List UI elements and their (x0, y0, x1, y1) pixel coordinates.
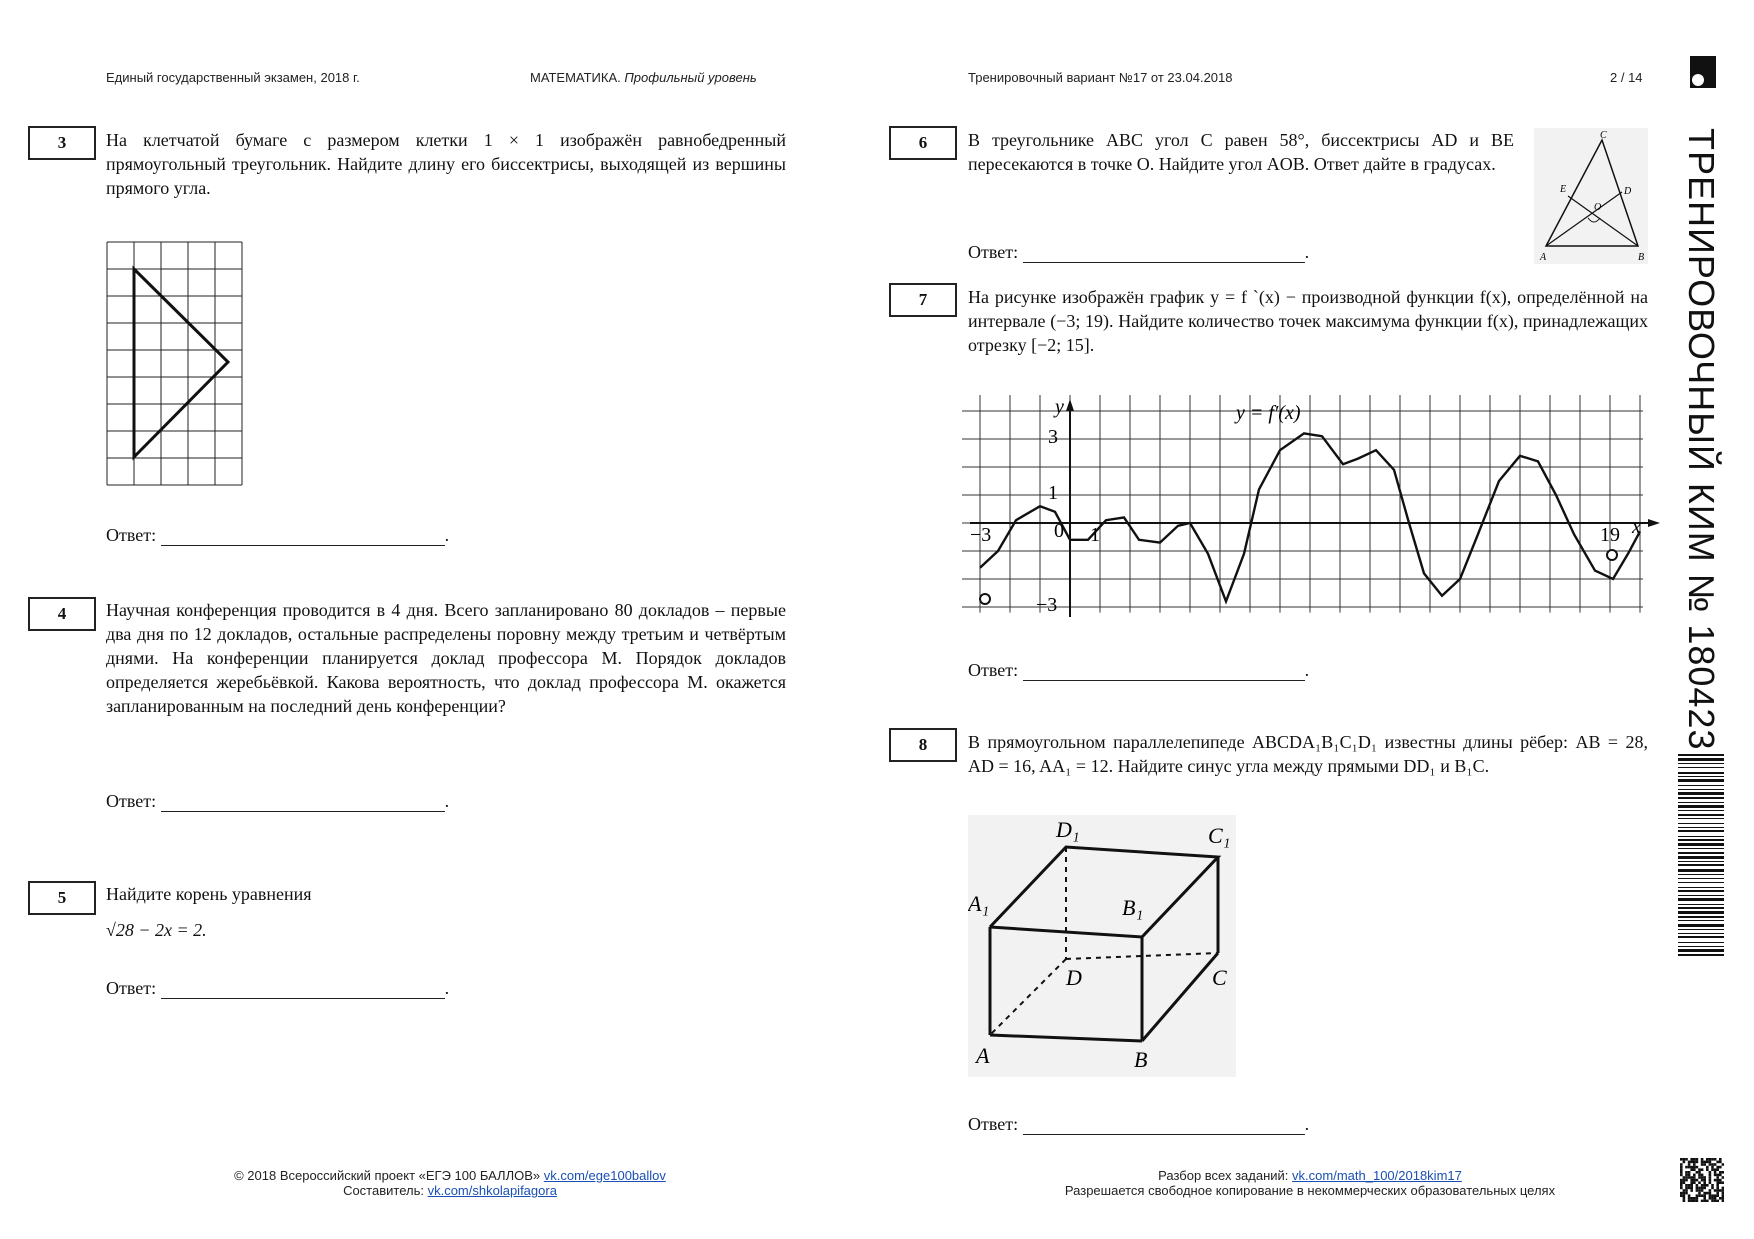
task-3-number: 3 (28, 126, 96, 160)
footer-link-analysis[interactable]: vk.com/math_100/2018kim17 (1292, 1168, 1462, 1183)
task-7-graph (960, 395, 1660, 625)
task-3-answer: Ответ: . (106, 525, 450, 545)
answer-label: Ответ: (968, 242, 1019, 262)
footer-link-ege100[interactable]: vk.com/ege100ballov (543, 1168, 666, 1183)
kim-title: ТРЕНИРОВОЧНЫЙ КИМ № 180423 (1681, 128, 1722, 751)
x-axis-arrow (1648, 519, 1660, 527)
box-label-c1: C₁ (1208, 823, 1231, 848)
box-label-c: C (1212, 965, 1227, 990)
task-6-triangle-figure (1534, 128, 1648, 264)
task-8-answer: Ответ: . (968, 1114, 1310, 1134)
tri-label-e: E (1560, 184, 1567, 195)
box-label-b: B (1134, 1047, 1148, 1072)
function-label: y = f′(x) (1236, 402, 1301, 424)
tri-label-o: O (1594, 202, 1602, 213)
answer-field[interactable] (1023, 244, 1305, 263)
footer-analysis-label: Разбор всех заданий: (1158, 1168, 1289, 1183)
open-endpoint-right (1607, 550, 1617, 560)
header-variant: Тренировочный вариант №17 от 23.04.2018 (968, 70, 1233, 85)
header-subject (530, 70, 757, 85)
task-5-text: Найдите корень уравнения (106, 884, 312, 904)
tick-y-minus-3: −3 (1036, 594, 1058, 616)
header-subject-name: МАТЕМАТИКА. (530, 70, 621, 85)
answer-label: Ответ: (106, 978, 157, 998)
task-6-text: В треугольнике ABC угол C равен 58°, биссектрисы AD и BE пересекаются в точке O. Найдите угол AOB. Ответ дайте в градусах. (968, 130, 1514, 174)
box-label-d1: D₁ (1056, 817, 1080, 842)
footer-link-author[interactable]: vk.com/shkolapifagora (427, 1183, 557, 1198)
tri-label-a: A (1540, 252, 1547, 263)
tri-label-d: D (1624, 186, 1632, 197)
x-axis-label: x (1632, 516, 1641, 538)
task-5-number: 5 (28, 881, 96, 915)
task-7-number: 7 (889, 283, 957, 317)
task-8-box-figure (968, 815, 1236, 1077)
footer-author-label: Составитель: (343, 1183, 424, 1198)
tri-label-b: B (1638, 252, 1645, 263)
answer-field[interactable] (1023, 1116, 1305, 1135)
barcode (1678, 754, 1724, 1100)
footer-copyright: © 2018 Всероссийский проект «ЕГЭ 100 БАЛЛОВ» (234, 1168, 541, 1183)
answer-field[interactable] (1023, 662, 1305, 681)
task-4-text: Научная конференция проводится в 4 дня. Всего запланировано 80 докладов – первые два дня по 12 докладов, остальные распределены поровну между третьим и четвёртым днями. На конференции планируется доклад профессора М. Порядок докладов определяется жеребьёвкой. Какова вероятность, что доклад профессора М. окажется запланированным на последний день конференции? (106, 600, 786, 716)
open-endpoint-left (980, 594, 990, 604)
task-3-grid-figure (106, 241, 244, 486)
box-label-b1: B₁ (1122, 895, 1144, 920)
task-5-equation: √28 − 2x = 2. (106, 920, 207, 940)
tick-x-0: 0 (1054, 520, 1064, 542)
box-label-a: A (976, 1043, 990, 1068)
answer-label: Ответ: (968, 1114, 1019, 1134)
footer-copy-note: Разрешается свободное копирование в некоммерческих образовательных целях (1064, 1183, 1556, 1198)
task-7-answer: Ответ: . (968, 660, 1310, 680)
footer-left (150, 1168, 750, 1198)
header-exam: Единый государственный экзамен, 2018 г. (106, 70, 360, 85)
tick-x-1: 1 (1090, 524, 1100, 546)
task-5-answer: Ответ: . (106, 978, 450, 998)
task-8-text: В прямоугольном параллелепипеде ABCDA₁B₁C₁D₁ известны длины рёбер: AB = 28, AD = 16, AA₁ = 12. Найдите синус угла между прямыми DD₁ и B₁C. (968, 732, 1648, 776)
task-6-number: 6 (889, 126, 957, 160)
footer-right (1000, 1168, 1620, 1198)
tick-y-3: 3 (1048, 426, 1058, 448)
header-level: Профильный уровень (624, 70, 757, 85)
answer-label: Ответ: (106, 791, 157, 811)
task-8-number: 8 (889, 728, 957, 762)
box-label-d: D (1066, 965, 1082, 990)
task-3-text: На клетчатой бумаге с размером клетки 1 × 1 изображён равнобедренный прямоугольный треугольник. Найдите длину его биссектрисы, выходящей из вершины прямого угла. (106, 130, 786, 198)
header-page: 2 / 14 (1610, 70, 1643, 85)
answer-field[interactable] (161, 527, 445, 546)
y-axis-arrow (1066, 399, 1074, 411)
y-axis-label: y (1055, 396, 1064, 418)
task-7-text: На рисунке изображён график y = f `(x) − производной функции f(x), определённой на интервале (−3; 19). Найдите количество точек максимума функции f(x), принадлежащих отрезку [−2; 15]. (968, 287, 1648, 355)
task-4-answer: Ответ: . (106, 791, 450, 811)
tick-y-1: 1 (1048, 482, 1058, 504)
box-label-a1: A₁ (968, 891, 990, 916)
corner-marker-dot (1692, 74, 1704, 86)
triangle-shape (134, 269, 228, 457)
answer-field[interactable] (161, 980, 445, 999)
tick-x-19: 19 (1600, 524, 1620, 546)
tick-x-minus-3: −3 (970, 524, 992, 546)
qr-code (1680, 1158, 1724, 1202)
corner-marker (1690, 56, 1716, 88)
task-4-number: 4 (28, 597, 96, 631)
answer-label: Ответ: (106, 525, 157, 545)
task-6-answer: Ответ: . (968, 242, 1310, 262)
answer-field[interactable] (161, 793, 445, 812)
tri-label-c: C (1600, 130, 1607, 141)
answer-label: Ответ: (968, 660, 1019, 680)
